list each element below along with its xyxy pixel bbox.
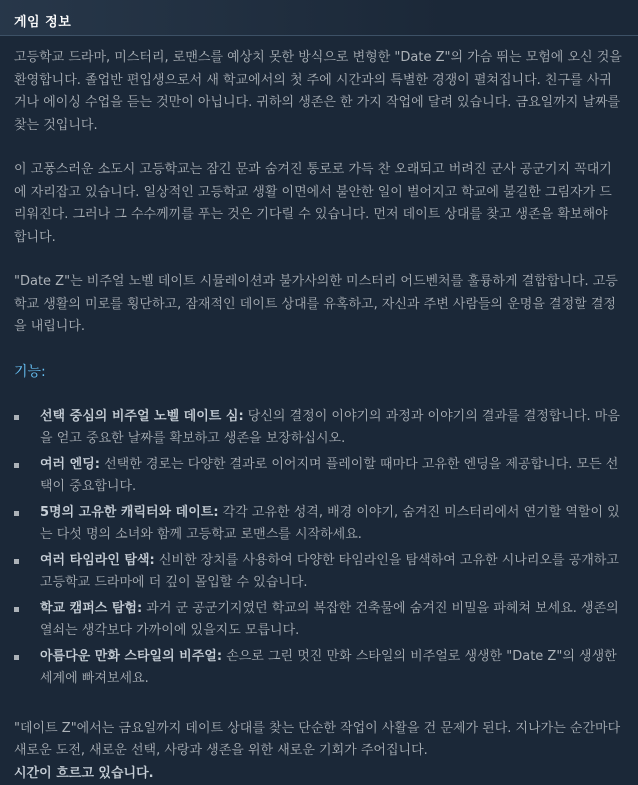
bullet-icon bbox=[14, 511, 19, 516]
description-paragraph-final: "데이트 Z"에서는 금요일까지 데이트 상대를 찾는 단순한 작업이 사활을 건 문제가 된다. 지나가는 순간마다 새로운 도전, 새로운 선택, 사랑과 생존을 위한 새로운 기회가 주어집니다. bbox=[14, 718, 624, 763]
bullet-icon bbox=[14, 415, 19, 420]
feature-title: 여러 엔딩: bbox=[40, 457, 100, 472]
description-paragraph-1: 고등학교 드라마, 미스터리, 로맨스를 예상치 못한 방식으로 변형한 "Date Z"의 가슴 뛰는 모험에 오신 것을 환영합니다. 졸업반 편입생으로서 새 학교에서의 첫 주에 시간과의 특별한 경쟁이 펼쳐집니다. 친구를 사귀거나 에이싱 수업을 듣는 것만이 아닙니다. 귀하의 생존은 한 가지 작업에 달려 있습니다. 금요일까지 날짜를 찾는 것입니다. bbox=[14, 47, 624, 137]
feature-item bbox=[28, 406, 624, 451]
feature-item bbox=[28, 550, 624, 595]
bullet-icon bbox=[14, 463, 19, 468]
feature-text: 각각 고유한 성격, 배경 이야기, 숨겨진 미스터리에서 연기할 역할이 있는 다섯 명의 소녀와 함께 고등학교 로맨스를 시작하세요. bbox=[40, 505, 620, 543]
bullet-icon bbox=[14, 559, 19, 564]
game-description bbox=[14, 47, 624, 785]
feature-item bbox=[28, 502, 624, 547]
description-closing-line: 시간이 흐르고 있습니다. bbox=[14, 763, 624, 785]
description-paragraph-2: 이 고풍스러운 소도시 고등학교는 잠긴 문과 숨겨진 통로로 가득 찬 오래되고 버려진 군사 공군기지 꼭대기에 자리잡고 있습니다. 일상적인 고등학교 생활 이면에서 불안한 일이 벌어지고 학교에 불길한 그림자가 드리워진다. 그러나 그 수수께끼를 푸는 것은 기다릴 수 있습니다. 먼저 데이트 상대를 찾고 생존을 확보해야 합니다. bbox=[14, 159, 624, 249]
feature-item bbox=[28, 454, 624, 499]
feature-title: 아름다운 만화 스타일의 비주얼: bbox=[40, 649, 222, 664]
bullet-icon bbox=[14, 607, 19, 612]
feature-text: 신비한 장치를 사용하여 다양한 타임라인을 탐색하여 고유한 시나리오를 공개하고 고등학교 드라마에 더 깊이 몰입할 수 있습니다. bbox=[40, 553, 619, 591]
feature-title: 5명의 고유한 캐릭터와 데이트: bbox=[40, 505, 219, 520]
feature-item bbox=[28, 598, 624, 643]
features-list bbox=[14, 406, 624, 691]
section-header bbox=[0, 0, 638, 36]
feature-item bbox=[28, 646, 624, 691]
feature-title: 선택 중심의 비주얼 노벨 데이트 심: bbox=[40, 409, 244, 424]
feature-title: 여러 타임라인 탐색: bbox=[40, 553, 155, 568]
feature-text: 손으로 그린 멋진 만화 스타일의 비주얼로 생생한 "Date Z"의 생생한 세계에 빠져보세요. bbox=[40, 649, 617, 687]
feature-text: 당신의 결정이 이야기의 과정과 이야기의 결과를 결정합니다. 마음을 얻고 중요한 날짜를 확보하고 생존을 보장하십시오. bbox=[40, 409, 620, 447]
feature-text: 선택한 경로는 다양한 결과로 이어지며 플레이할 때마다 고유한 엔딩을 제공합니다. 모든 선택이 중요합니다. bbox=[40, 457, 618, 495]
description-paragraph-3: "Date Z"는 비주얼 노벨 데이트 시뮬레이션과 불가사의한 미스터리 어드벤처를 훌륭하게 결합합니다. 고등학교 생활의 미로를 횡단하고, 잠재적인 데이트 상대를 유혹하고, 자신과 주변 사람들의 운명을 결정할 결정을 내립니다. bbox=[14, 271, 624, 339]
section-title: 게임 정보 bbox=[14, 11, 71, 30]
features-heading: 기능: bbox=[14, 361, 624, 383]
feature-text: 과거 군 공군기지였던 학교의 복잡한 건축물에 숨겨진 비밀을 파헤쳐 보세요. 생존의 열쇠는 생각보다 가까이에 있을지도 모릅니다. bbox=[40, 601, 619, 639]
feature-title: 학교 캠퍼스 탐험: bbox=[40, 601, 142, 616]
bullet-icon bbox=[14, 655, 19, 660]
